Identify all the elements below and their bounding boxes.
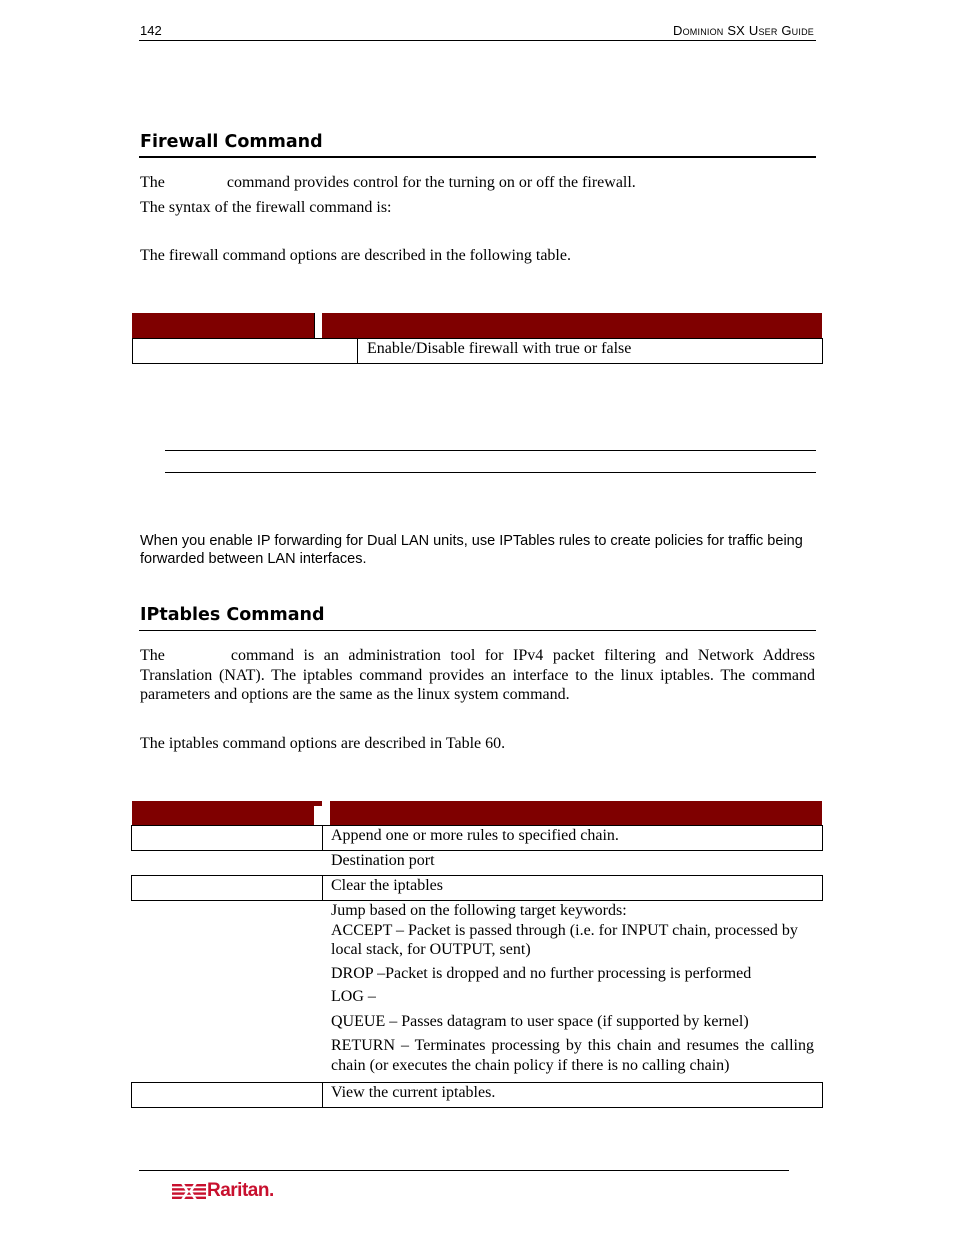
iptables-heading-rule [139,630,816,631]
iptables-table-header-description [330,801,822,825]
note-rule-bottom [165,472,816,473]
firewall-intro-the: The [140,174,165,191]
page-number: 142 [140,23,162,38]
firewall-heading-rule [139,156,816,158]
jump-drop-line: DROP –Packet is dropped and no further processing is performed [331,964,752,982]
raritan-mark-icon [172,1182,206,1202]
iptables-flush-option-cell [131,875,323,901]
jump-queue-line: QUEUE – Passes datagram to user space (if supported by kernel) [331,1012,749,1030]
iptables-intro [140,646,815,705]
firewall-table-header-gap [314,313,315,338]
jump-intro-line: Jump based on the following target keywords: [331,902,627,919]
firewall-description-text: Enable/Disable firewall with true or false [367,340,632,357]
firewall-table-header-description [322,313,822,338]
firewall-table-header-option [132,313,314,338]
firewall-intro-rest: command provides control for the turning on or off the firewall. [226,174,636,191]
ip-forwarding-note: When you enable IP forwarding for Dual LAN units, use IPTables rules to create policies for traffic being forwarded between LAN interfaces. [140,533,803,567]
raritan-logo [172,1180,282,1204]
firewall-table-option-cell [132,338,358,364]
firewall-syntax-line: The syntax of the firewall command is: [140,199,392,216]
raritan-wordmark: Raritan. [207,1180,274,1201]
iptables-list-text: View the current iptables. [331,1084,496,1101]
iptables-table-header-notch [314,801,322,806]
iptables-intro-rest: command is an administration tool for IPv4 packet filtering and Network Address Translation (NAT). The iptables command provides an interface to the linux iptables. The command parameters and options are the same as the linux system command. [140,647,815,703]
header-rule [139,40,816,41]
iptables-table-header-option [132,801,314,825]
jump-return-line: RETURN – Terminates processing by this chain and resumes the calling chain (or executes the chain policy if there is no calling chain) [331,1037,814,1074]
iptables-flush-text: Clear the iptables [331,877,443,894]
footer-rule [139,1170,789,1171]
firewall-heading: Firewall Command [140,132,323,152]
firewall-table-intro: The firewall command options are described in the following table. [140,247,571,264]
iptables-append-text: Append one or more rules to specified chain. [331,827,619,844]
jump-accept-line: ACCEPT – Packet is passed through (i.e. for INPUT chain, processed by local stack, for OUTPUT, sent) [331,921,798,958]
firewall-intro [140,173,815,193]
note-rule-top [165,450,816,451]
iptables-list-option-cell [131,1082,323,1108]
iptables-intro-the: The [140,647,165,664]
firewall-table-description-cell [357,338,823,364]
iptables-heading: IPtables Command [140,605,325,625]
iptables-jump-description [331,901,814,1075]
iptables-dport-text: Destination port [331,852,435,869]
jump-log-line: LOG – [331,988,376,1005]
guide-title: Dominion SX User Guide [673,23,814,38]
iptables-append-option-cell [131,825,323,851]
iptables-table-intro: The iptables command options are described in Table 60. [140,735,506,752]
